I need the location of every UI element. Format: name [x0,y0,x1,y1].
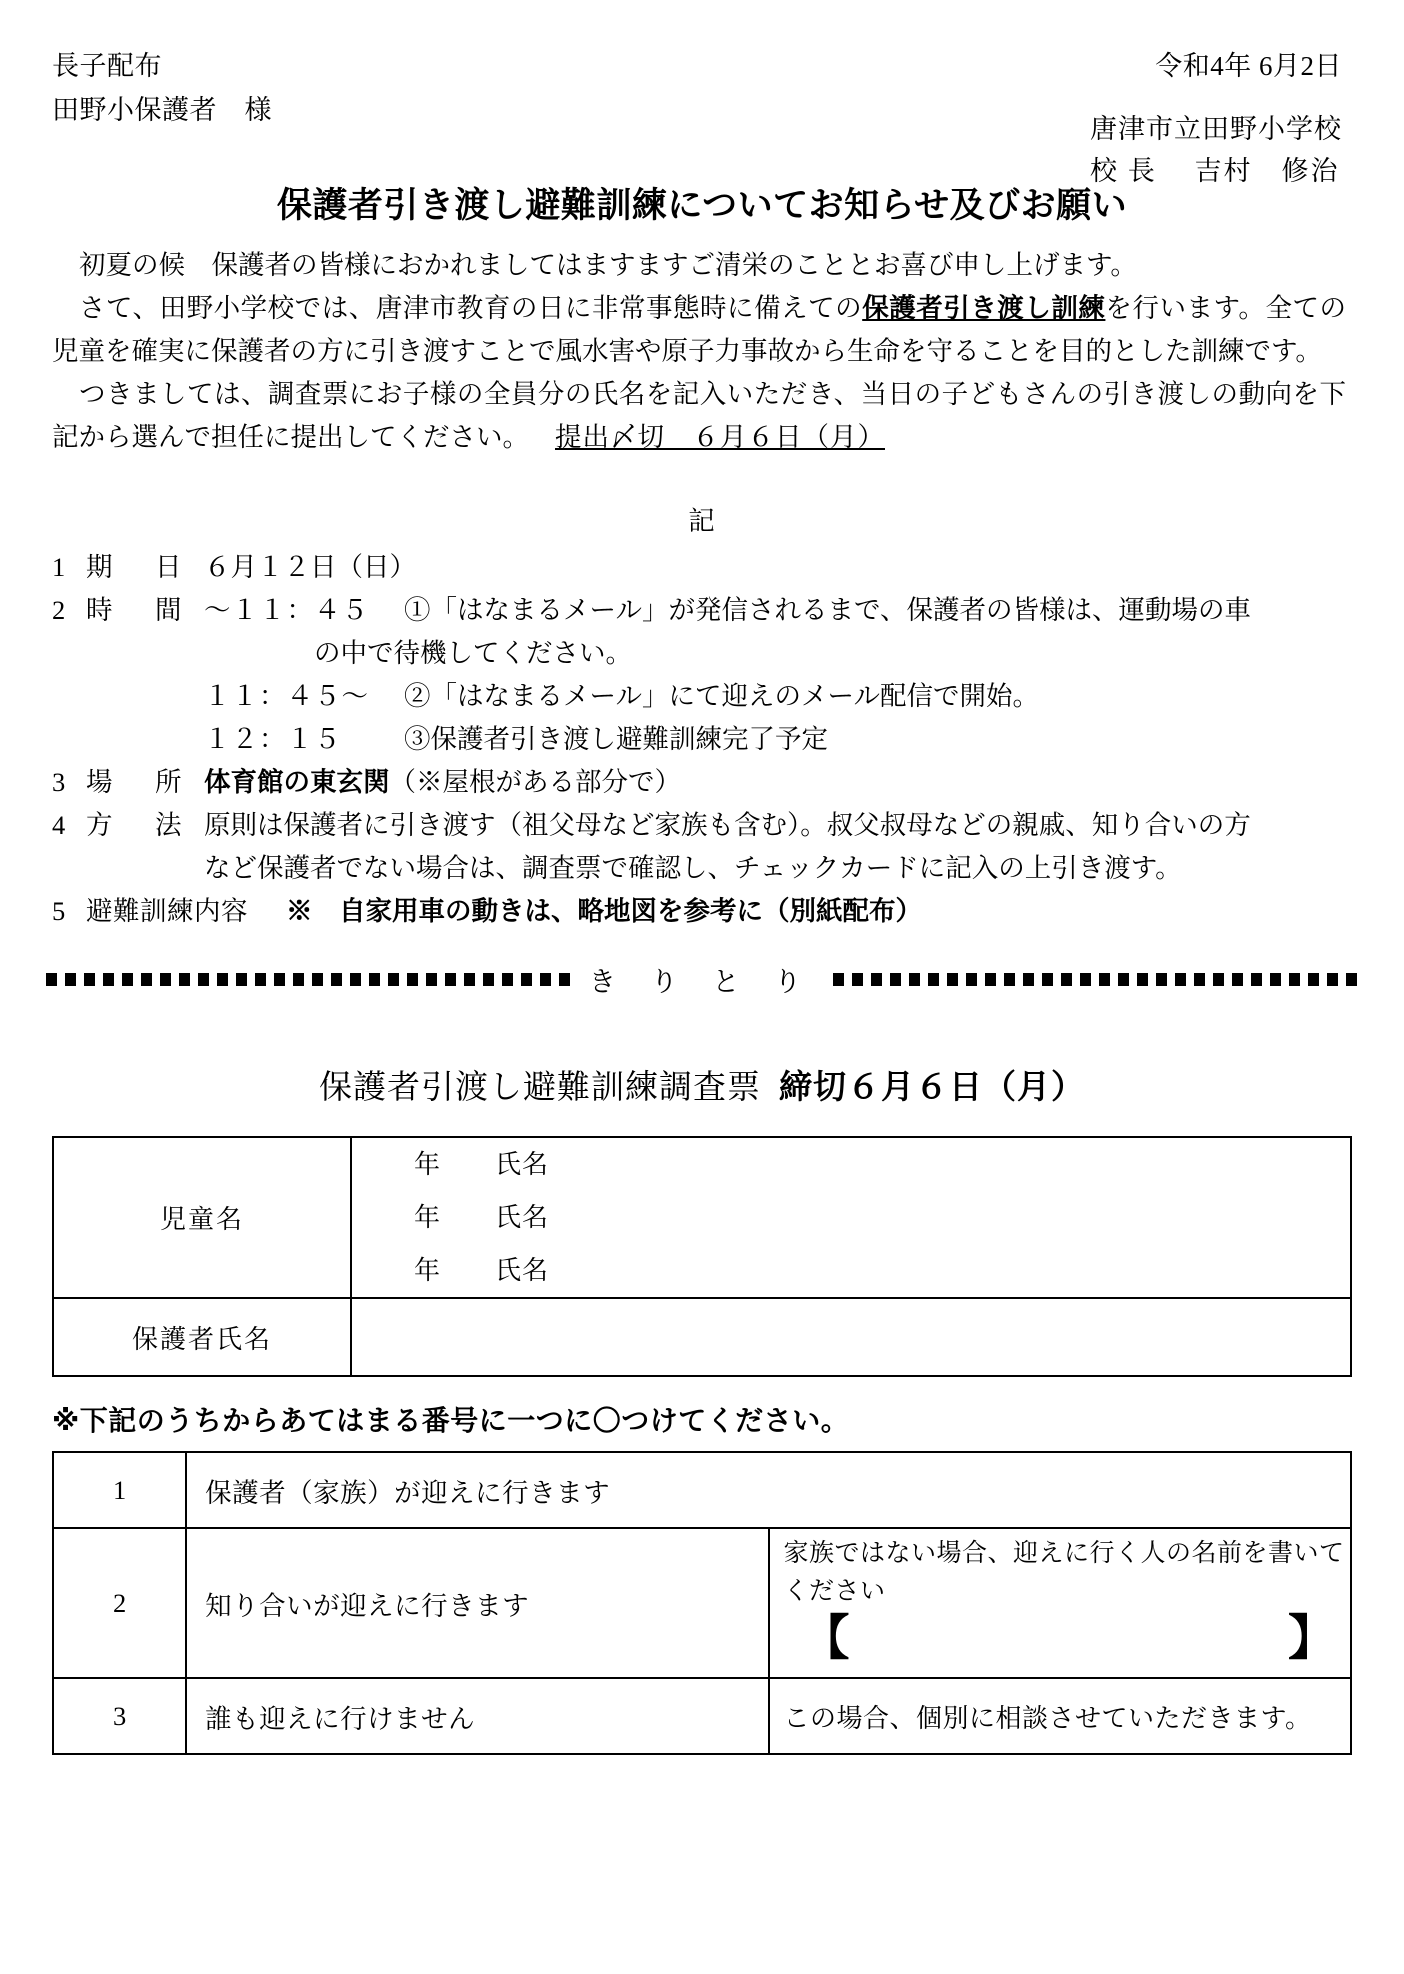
circle-instruction: ※下記のうちからあてはまる番号に一つに〇つけてください。 [52,1405,850,1436]
item-value [204,761,1364,804]
time-detail-1: ①「はなまるメール」が発信されるまで、保護者の皆様は、運動場の車 [404,595,1251,625]
school-name: 唐津市立田野小学校 [1090,114,1342,144]
table-row[interactable] [53,1528,1351,1678]
time-detail-3: ③保護者引き渡し避難訓練完了予定 [404,724,828,754]
grade-label: 年 [414,1203,442,1232]
survey-title-main: 保護者引渡し避難訓練調査票 [319,1070,761,1106]
student-entry-row[interactable] [352,1191,1350,1244]
purpose-text-a: さて、田野小学校では、唐津市教育の日に非常事態時に備えての [79,293,863,323]
choice-number-3[interactable]: 3 [53,1678,186,1754]
time-slot-1: ～１１：４５ [204,595,369,625]
purpose-emphasis: 保護者引き渡し訓練 [862,293,1106,323]
survey-deadline: 締切６月６日（月） [779,1070,1085,1106]
body-text [0,244,1404,459]
list-item-method [52,804,1364,847]
greeting-paragraph: 初夏の候 保護者の皆様におかれましてはますますご清栄のこととお喜び申し上げます。 [79,250,1137,280]
page-title: 保護者引き渡し避難訓練についてお知らせ及びお願い [276,186,1128,225]
item-number: 4 [52,810,66,840]
dash-segment-left [46,973,571,986]
name-label: 氏名 [495,1150,550,1179]
grade-label: 年 [414,1150,442,1179]
item-value: ６月１２日（日） [204,552,416,582]
guardian-name-field[interactable] [351,1298,1351,1376]
purpose-text-b: を行います。全ての児童を確実に保護者の方に引き渡すことで風水害や原子力事故から生命を守ることを目的とした訓練です。 [52,293,1346,366]
list-item-drill-content [52,890,1364,933]
choice-number-1[interactable]: 1 [53,1452,186,1528]
table-row [53,1137,1351,1298]
request-text: つきましては、調査票にお子様の全員分の氏名を記入いただき、当日の子どもさんの引き渡しの動向を下記から選んで担任に提出してください。 [52,379,1346,452]
choice-text-3[interactable]: 誰も迎えに行けません [186,1678,768,1754]
choice-2-extra-cell[interactable] [769,1528,1351,1678]
time-detail-1-cont: の中で待機してください。 [314,638,632,668]
choice-3-note: この場合、個別に相談させていただきます。 [783,1703,1312,1733]
table-row[interactable] [53,1678,1351,1754]
purpose-paragraph [52,287,1346,373]
item-label: 避難訓練内容 [86,896,248,926]
name-entry-bracket[interactable] [784,1611,1350,1671]
time-slot-2: １１：４５～ [204,681,369,711]
time-entry-3 [52,718,1364,761]
submission-deadline: 提出〆切 ６月６日（月） [555,422,885,452]
choice-table [52,1451,1352,1755]
survey-title [0,1061,1404,1108]
dash-segment-right [833,973,1358,986]
list-item-time [52,589,1364,632]
student-entry-row[interactable] [352,1244,1350,1297]
method-line-1: 原則は保護者に引き渡す（祖父母など家族も含む）。叔父叔母などの親戚、知り合いの方 [204,810,1251,840]
item-label: 場 所 [86,767,190,797]
item-label: 期 日 [86,552,190,582]
request-paragraph [52,373,1346,459]
choice-text-1[interactable]: 保護者（家族）が迎えに行きます [186,1452,1351,1528]
guardian-name-label: 保護者氏名 [53,1298,351,1376]
distribution-note: 長子配布 [52,51,162,81]
student-entry-row[interactable] [352,1138,1350,1191]
document-date: 令和4年 6月2日 [1155,51,1342,81]
student-name-label: 児童名 [53,1137,351,1298]
place-name: 体育館の東玄関 [204,767,390,797]
item-label: 方 法 [86,810,190,840]
method-line-2: など保護者でない場合は、調査票で確認し、チェックカードに記入の上引き渡す。 [204,853,1182,883]
item-number: 2 [52,595,66,625]
drill-content-note: ※ 自家用車の動きは、略地図を参考に（別紙配布） [286,896,922,926]
cut-here-label: き り と り [588,966,816,997]
cut-here-divider [0,959,1404,999]
details-list [0,546,1404,933]
bracket-open-icon: 【 [801,1612,850,1665]
name-label: 氏名 [495,1256,550,1285]
item-number: 3 [52,767,66,797]
ki-marker: 記 [688,506,716,536]
place-note: （※屋根がある部分で） [389,767,681,797]
choice-2-note: 家族ではない場合、迎えに行く人の名前を書いてください [783,1540,1345,1605]
bracket-close-icon: 】 [1287,1612,1336,1665]
choice-text-2[interactable]: 知り合いが迎えに行きます [186,1528,768,1678]
time-slot-3: １２：１５ [204,724,342,754]
name-label: 氏名 [495,1203,550,1232]
list-item-place [52,761,1364,804]
document-header [0,0,1404,186]
choice-number-2[interactable]: 2 [53,1528,186,1678]
list-item-date [52,546,1364,589]
student-info-table [52,1136,1352,1377]
grade-label: 年 [414,1256,442,1285]
table-row[interactable] [53,1452,1351,1528]
item-number: 1 [52,552,66,582]
addressee-line: 田野小保護者 様 [52,95,272,125]
table-row [53,1298,1351,1376]
item-label: 時 間 [86,595,190,625]
issuer-block [1090,108,1342,192]
principal-name: 校 長 吉村 修治 [1090,156,1340,186]
time-detail-2: ②「はなまるメール」にて迎えのメール配信で開始。 [404,681,1039,711]
addressee-block [52,44,272,132]
item-number: 5 [52,896,66,926]
student-name-entry-cell[interactable] [351,1137,1351,1298]
time-entry-2 [52,675,1364,718]
choice-3-extra-cell [769,1678,1351,1754]
